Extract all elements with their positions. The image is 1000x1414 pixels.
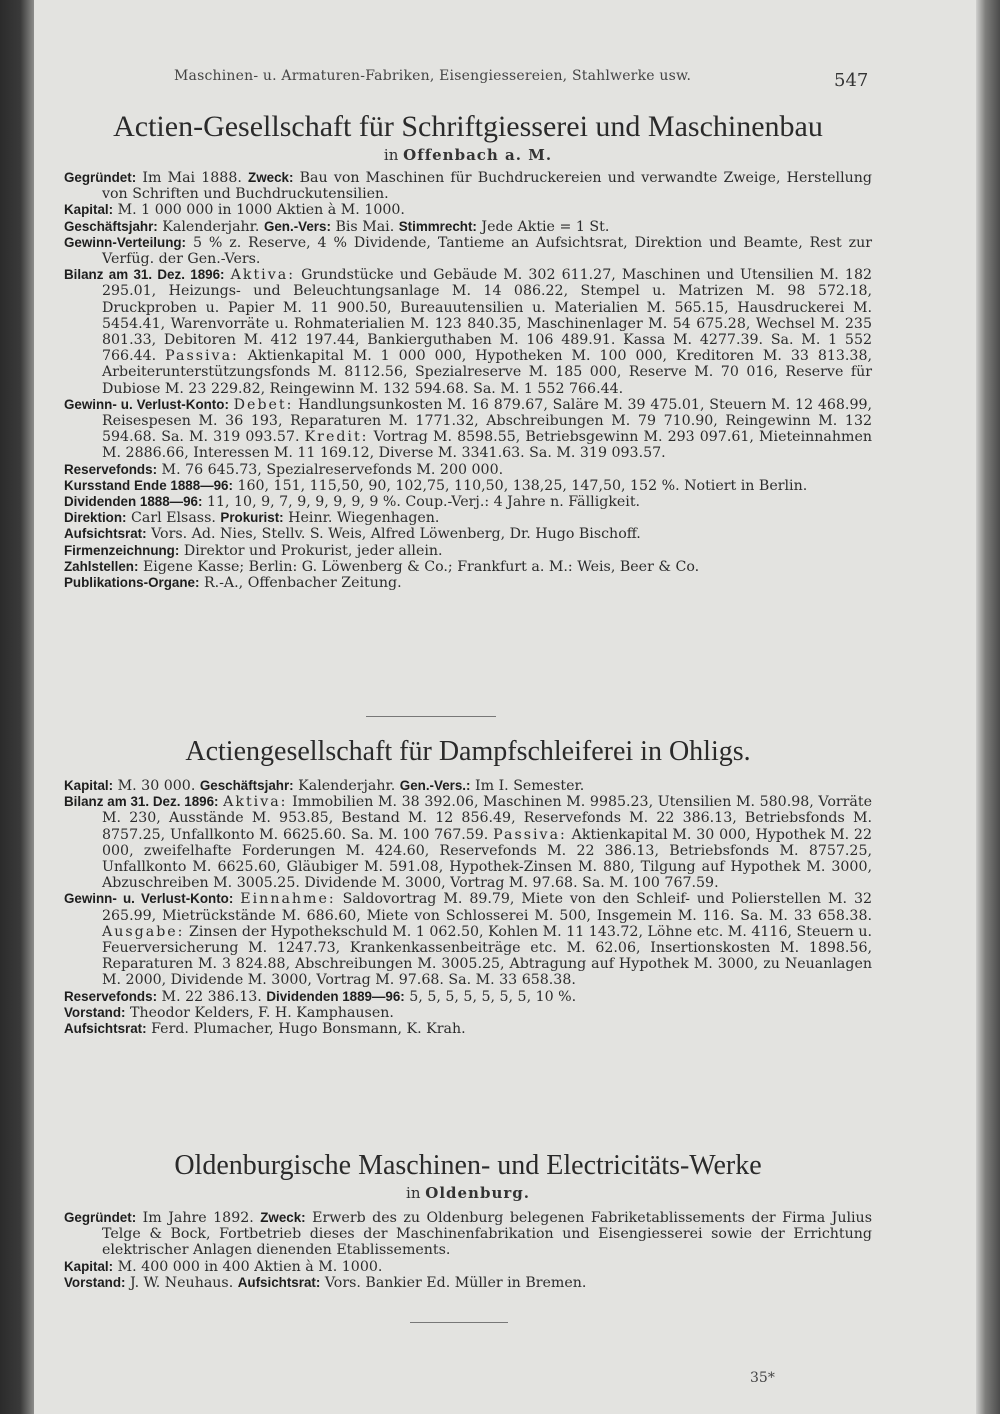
field-value: 5 % z. Reserve, 4 % Dividende, Tantieme an Aufsichtsrat, Direktion und Beamte, Rest zur Verfüg. der Gen.-Vers. — [102, 234, 872, 268]
field-sublabel: Aktiva: — [223, 794, 288, 811]
signature-mark: 35* — [750, 1370, 775, 1386]
company-entry-oldenburgische — [64, 1210, 872, 1291]
entry-line — [64, 559, 872, 575]
field-label: Vorstand: — [64, 1004, 126, 1020]
company-location-oldenburg — [64, 1184, 872, 1202]
field-value: Im Jahre 1892. — [142, 1210, 254, 1226]
field-value: M. 30 000. — [117, 778, 196, 794]
field-value: M. 400 000 in 400 Aktien à M. 1000. — [117, 1258, 383, 1275]
field-sublabel: Debet: — [233, 396, 294, 413]
field-label: Direktion: — [64, 510, 127, 526]
entry-line — [64, 170, 872, 202]
location-name: Oldenburg. — [425, 1184, 530, 1202]
field-label: Gen.-Vers: — [263, 218, 331, 234]
entry-line — [64, 1275, 872, 1291]
field-label: Reservefonds: — [64, 461, 158, 477]
field-value: Saldovortrag M. 89.79, Miete von den Schleif- und Polierstellen M. 32 265.99, Mietrückstände M. 686.60, Miete von Schlosserei M. 500, Insgemein M. 116. Sa. M. 33 658.38. — [102, 891, 873, 924]
entry-line — [64, 575, 872, 591]
field-value: Erwerb des zu Oldenburg belegenen Fabriketablissements der Firma Julius Telge & Bock, Fortbetrieb dieses der Maschinenfabrikation und Eisengiesserei sowie der Errichtung elektrischer Anlagen dienenden Etablissements. — [102, 1210, 872, 1259]
entry-line — [64, 778, 872, 794]
field-value: Im I. Semester. — [475, 778, 585, 794]
field-value: Theodor Kelders, F. H. Kamphausen. — [130, 1004, 394, 1021]
field-label: Kursstand Ende 1888—96: — [64, 477, 233, 493]
field-value: 5, 5, 5, 5, 5, 5, 5, 10 %. — [409, 988, 577, 1005]
field-value: Zinsen der Hypothekschuld M. 1 062.50, Kohlen M. 11 143.72, Löhne etc. M. 4116, Steuern u. Feuerversicherung M. 1247.73, Krankenkassenbeiträge etc. M. 62.06, Insertionskosten M. 1898.56, Reparaturen M. 3 824.88, Abschreibungen M. 3005.25, Abtragung auf Hypothek M. 3000, zu Neuanlagen M. 2000, Dividende M. 3000, Vortrag M. 97.68. Sa. M. 33 658.38. — [102, 923, 873, 989]
field-sublabel: Einnahme: — [240, 891, 336, 908]
field-label: Gewinn-Verteilung: — [64, 234, 187, 250]
field-value: Grundstücke und Gebäude M. 302 611.27, Maschinen und Utensilien M. 182 295.01, Heizungs- und Beleuchtungsanlage M. 14 086.22, Stempel u. Matrizen M. 98 572.18, Druckproben u. Papier M. 11 900.50, Bureauutensilien u. Materialien M. 565.15, Hausdruckerei M. 5454.41, Warenvorräte u. Rohmaterialien M. 123 840.35, Maschinenlager M. 54 675.28, Wechsel M. 235 801.33, Debitoren M. 412 197.44, Bankierguthaben M. 106 489.91. Kassa M. 4277.39. Sa. M. 1 552 766.44. — [102, 267, 872, 365]
field-sublabel: Aktiva: — [230, 267, 295, 284]
entry-line — [64, 1210, 872, 1259]
location-name: Offenbach a. M. — [403, 146, 553, 164]
field-value: Kalenderjahr. — [162, 218, 260, 235]
field-sublabel: Passiva: — [165, 348, 239, 365]
field-value: Vortrag M. 8598.55, Betriebsgewinn M. 293 097.61, Mieteinnahmen M. 2886.66, Interessen M. 11 169.12, Diverse M. 3341.63. Sa. M. 319 093.57. — [102, 429, 872, 462]
entry-line — [64, 526, 872, 542]
section-divider — [366, 716, 496, 717]
field-value: Heinr. Wiegenhagen. — [288, 510, 440, 527]
field-label: Zahlstellen: — [64, 558, 139, 574]
entry-line — [64, 494, 872, 510]
field-label: Kapital: — [64, 778, 114, 793]
field-label: Gegründet: — [64, 1210, 137, 1225]
field-value: Handlungsunkosten M. 16 879.67, Saläre M. 39 475.01, Steuern M. 12 468.99, Reisespesen M. 36 193, Reparaturen M. 1771.32, Abschreibungen M. 79 710.90, Reingewinn M. 132 594.68. Sa. M. 319 093.57. — [102, 396, 873, 446]
entry-line — [64, 794, 872, 891]
field-sublabel: Ausgabe: — [102, 923, 185, 940]
entry-line — [64, 235, 872, 267]
field-value: Carl Elsass. — [131, 510, 216, 527]
scan-edge-left — [0, 0, 34, 1414]
field-value: Im Mai 1888. — [142, 170, 242, 186]
entry-line — [64, 510, 872, 526]
field-label: Geschäftsjahr: — [199, 778, 294, 793]
field-value: Jede Aktie = 1 St. — [481, 218, 610, 235]
field-value: Bau von Maschinen für Buchdruckereien und verwandte Zweige, Herstellung von Schriften und Buchdruckutensilien. — [102, 170, 872, 203]
entry-line — [64, 891, 872, 988]
field-label: Gegründet: — [64, 170, 137, 185]
field-value: 11, 10, 9, 7, 9, 9, 9, 9, 9 %. Coup.-Verj.: 4 Jahre n. Fälligkeit. — [206, 494, 641, 511]
running-head: Maschinen- u. Armaturen-Fabriken, Eisengiessereien, Stahlwerke usw. — [174, 68, 692, 84]
entry-line — [64, 478, 872, 494]
field-value: Aktienkapital M. 30 000, Hypothek M. 22 000, zweifelhafte Forderungen M. 424.60, Reservefonds M. 22 386.13, Betriebsfonds M. 8757.25, Unfallkonto M. 6625.60, Gläubiger M. 591.08, Hypothek-Zinsen M. 880, Tilgung auf Hypothek M. 3000, Abzuschreiben M. 3005.25. Dividende M. 3000, Vortrag M. 97.68. Sa. M. 100 767.59. — [102, 826, 872, 892]
location-prefix: in — [406, 1184, 421, 1202]
field-label: Aufsichtsrat: — [64, 526, 147, 542]
entry-line — [64, 462, 872, 478]
entry-line — [64, 202, 872, 218]
entry-line — [64, 1021, 872, 1037]
field-value: M. 76 645.73, Spezialreservefonds M. 200 000. — [161, 461, 504, 478]
field-label: Vorstand: — [64, 1274, 126, 1290]
field-value: Ferd. Plumacher, Hugo Bonsmann, K. Krah. — [151, 1021, 466, 1038]
field-label: Dividenden 1889—96: — [266, 988, 405, 1004]
field-label: Gewinn- u. Verlust-Konto: — [64, 396, 229, 412]
field-label: Firmenzeichnung: — [64, 542, 180, 558]
field-value: R.-A., Offenbacher Zeitung. — [203, 575, 402, 592]
field-label: Bilanz am 31. Dez. 1896: — [64, 267, 225, 283]
field-value: J. W. Neuhaus. — [130, 1274, 234, 1291]
entry-line — [64, 1259, 872, 1275]
entry-line — [64, 1005, 872, 1021]
field-value: M. 22 386.13. — [161, 988, 262, 1005]
field-label: Reservefonds: — [64, 988, 158, 1004]
company-title-schriftgiesserei: Actien-Gesellschaft für Schriftgiesserei und Maschinenbau — [113, 110, 823, 143]
field-value: Kalenderjahr. — [298, 778, 396, 794]
field-label: Zweck: — [260, 1210, 306, 1225]
field-label: Publikations-Organe: — [64, 575, 200, 591]
field-label: Prokurist: — [220, 510, 284, 526]
company-location-offenbach — [64, 146, 872, 164]
field-value: Direktor und Prokurist, jeder allein. — [183, 542, 443, 559]
scan-edge-right — [976, 0, 1000, 1414]
field-value: Vors. Bankier Ed. Müller in Bremen. — [324, 1274, 587, 1291]
location-prefix: in — [383, 146, 399, 164]
section-divider — [410, 1322, 508, 1323]
entry-line — [64, 397, 872, 462]
entry-line — [64, 989, 872, 1005]
field-value: Eigene Kasse; Berlin: G. Löwenberg & Co.; Frankfurt a. M.: Weis, Beer & Co. — [142, 558, 700, 575]
field-label: Aufsichtsrat: — [64, 1021, 147, 1037]
field-sublabel: Passiva: — [493, 826, 567, 843]
company-title-oldenburgische: Oldenburgische Maschinen- und Electricitäts-Werke — [174, 1150, 762, 1181]
field-label: Geschäftsjahr: — [64, 218, 158, 234]
field-value: Bis Mai. — [335, 218, 395, 235]
field-label: Bilanz am 31. Dez. 1896: — [64, 794, 219, 810]
field-sublabel: Kredit: — [304, 429, 369, 446]
field-value: Vors. Ad. Nies, Stellv. S. Weis, Alfred Löwenberg, Dr. Hugo Bischoff. — [151, 526, 641, 543]
field-value: M. 1 000 000 in 1000 Aktien à M. 1000. — [117, 202, 405, 219]
field-label: Stimmrecht: — [398, 218, 477, 234]
field-label: Kapital: — [64, 1258, 114, 1274]
entry-line — [64, 543, 872, 559]
field-label: Kapital: — [64, 202, 114, 218]
field-value: Immobilien M. 38 392.06, Maschinen M. 9985.23, Utensilien M. 580.98, Vorräte M. 230, Ausstände M. 953.85, Bestand M. 12 856.49, Reservefonds M. 22 386.13, Betriebsfonds M. 8757.25, Unfallkonto M. 6625.60. Sa. M. 100 767.59. — [102, 794, 872, 843]
field-label: Gen.-Vers.: — [399, 778, 471, 793]
field-label: Dividenden 1888—96: — [64, 494, 203, 510]
field-label: Aufsichtsrat: — [237, 1274, 321, 1290]
entry-line — [64, 267, 872, 397]
page-number: 547 — [834, 70, 869, 91]
company-entry-schriftgiesserei — [64, 170, 872, 591]
company-entry-dampfschleiferei — [64, 778, 872, 1037]
field-label: Zweck: — [248, 170, 294, 185]
field-label: Gewinn- u. Verlust-Konto: — [64, 891, 234, 907]
company-title-dampfschleiferei: Actiengesellschaft für Dampfschleiferei in Ohligs. — [185, 736, 751, 767]
entry-line — [64, 219, 872, 235]
field-value: Aktienkapital M. 1 000 000, Hypotheken M. 100 000, Kreditoren M. 33 813.38, Arbeiterunterstützungsfonds M. 8112.56, Spezialreserve M. 185 000, Reserve M. 70 016, Reserve für Dubiose M. 23 229.82, Reingewinn M. 132 594.68. Sa. M. 1 552 766.44. — [102, 348, 872, 397]
field-value: 160, 151, 115,50, 90, 102,75, 110,50, 138,25, 147,50, 152 %. Notiert in Berlin. — [237, 477, 808, 494]
